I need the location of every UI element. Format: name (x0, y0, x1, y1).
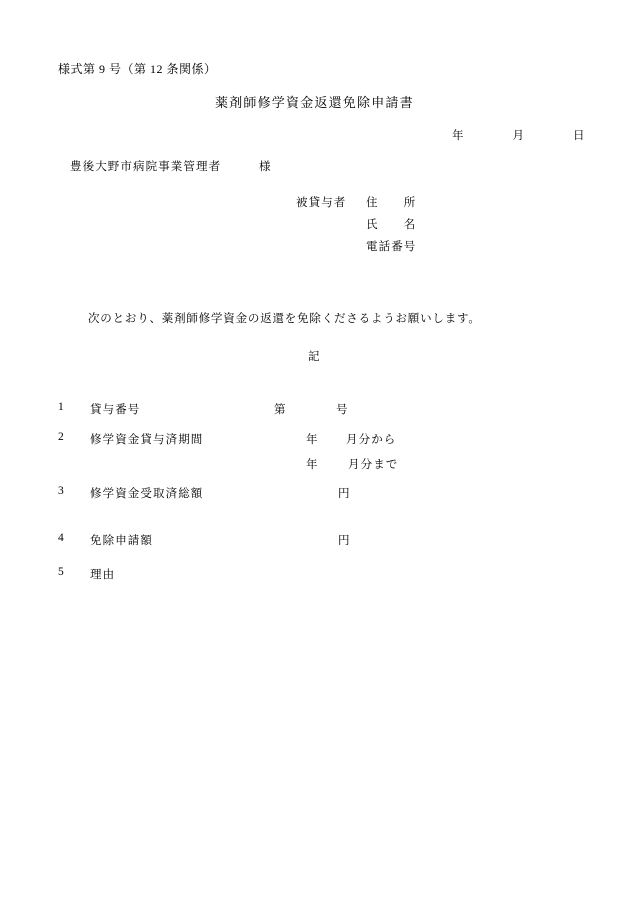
item-number: 4 (58, 532, 65, 544)
recipient-block (296, 194, 417, 260)
item-field-suffix: 号 (336, 404, 349, 416)
recipient-name-label: 氏 名 (366, 219, 417, 231)
item-field-prefix: 年 (306, 459, 319, 471)
item-number: 3 (58, 485, 65, 497)
date-line: 年 月 日 (452, 130, 586, 142)
recipient-row (296, 216, 417, 238)
request-body-text: 次のとおり、薬剤師修学資金の返還を免除くださるようお願いします。 (88, 313, 481, 325)
item-field-suffix: 円 (338, 488, 351, 500)
recipient-phone-label: 電話番号 (366, 241, 417, 253)
recipient-address-label: 住 所 (366, 197, 417, 209)
ki-mark: 記 (308, 351, 321, 363)
item-field-suffix: 円 (338, 535, 351, 547)
recipient-row (296, 238, 417, 260)
addressee-line: 豊後大野市病院事業管理者 様 (70, 161, 272, 173)
item-field-prefix: 第 (274, 404, 287, 416)
list-item (58, 566, 116, 614)
item-label: 理由 (90, 569, 116, 581)
item-field-suffix: 月分から (346, 434, 397, 446)
item-label: 免除申請額 (90, 535, 153, 547)
page-title: 薬剤師修学資金返還免除申請書 (215, 95, 414, 110)
item-number: 1 (58, 401, 65, 413)
item-label: 貸与番号 (90, 404, 141, 416)
item-label: 修学資金貸与済期間 (90, 434, 204, 446)
item-field-prefix: 年 (306, 434, 319, 446)
item-number: 5 (58, 566, 65, 578)
item-field-suffix: 月分まで (348, 459, 399, 471)
recipient-heading: 被貸与者 (296, 197, 347, 209)
form-code: 様式第 9 号（第 12 条関係） (58, 62, 217, 76)
recipient-row (296, 194, 417, 216)
item-number: 2 (58, 431, 65, 443)
item-label: 修学資金受取済総額 (90, 488, 204, 500)
